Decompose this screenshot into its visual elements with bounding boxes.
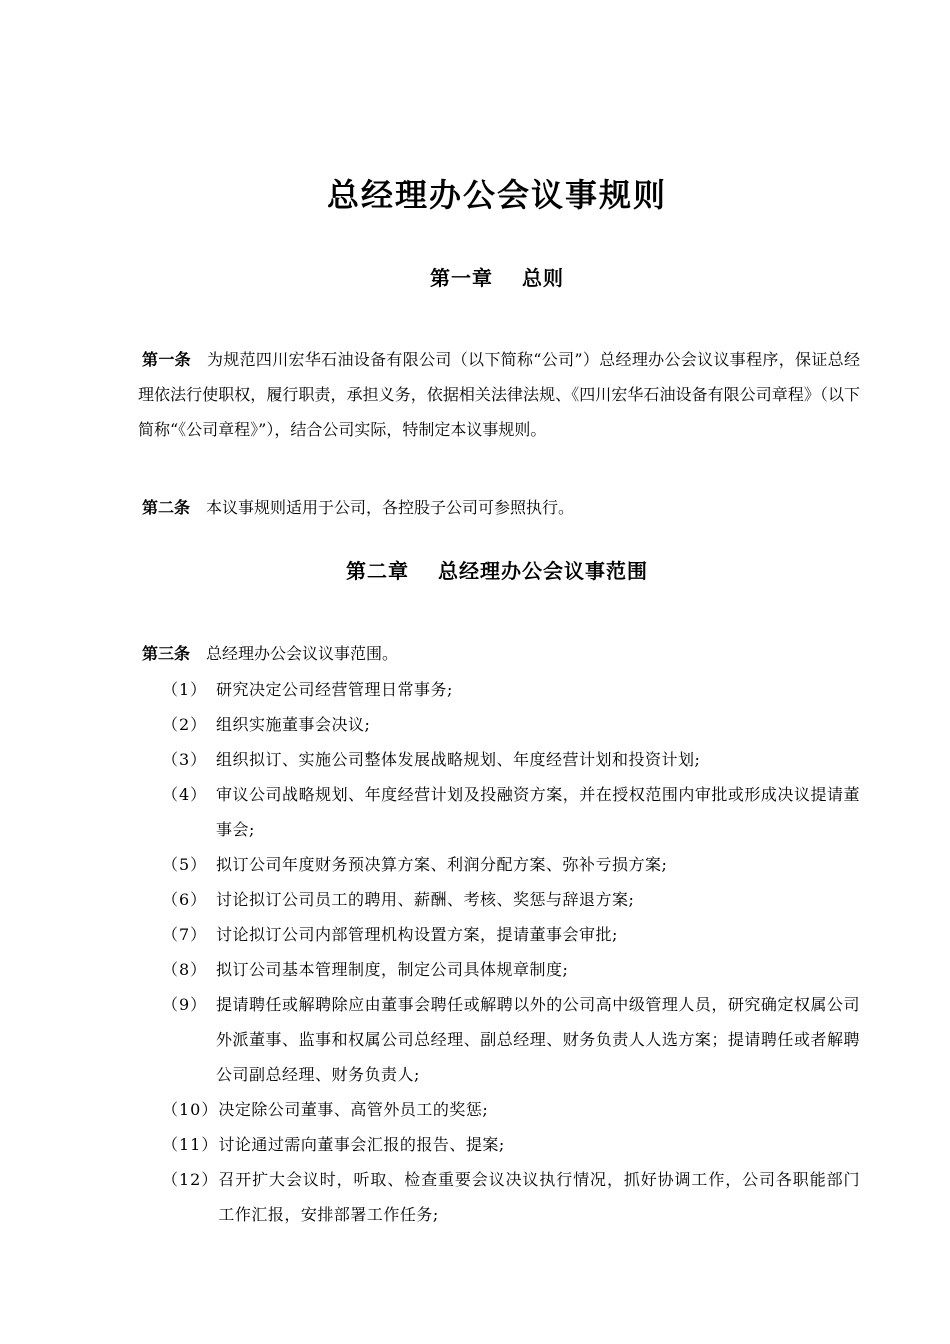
- article-2-number: 第二条: [142, 498, 191, 517]
- scope-item-6: [162, 882, 860, 917]
- scope-item-10: [162, 1092, 860, 1127]
- scope-item-number: （11）: [162, 1135, 219, 1154]
- article-1: [138, 342, 860, 447]
- scope-item-text: 组织拟订、实施公司整体发展战略规划、年度经营计划和投资计划;: [216, 750, 701, 769]
- article-3-text: 总经理办公会议议事范围。: [206, 644, 399, 663]
- scope-item-11: [162, 1127, 860, 1162]
- scope-item-text: 提请聘任或解聘除应由董事会聘任或解聘以外的公司高中级管理人员，研究确定权属公司外派董事、监事和权属公司总经理、副总经理、财务负责人人选方案；提请聘任或者解聘公司副总经理、财务负责人;: [216, 995, 860, 1084]
- scope-item-number: （3）: [162, 750, 208, 769]
- chapter-1-heading: 第一章 总则: [430, 266, 564, 290]
- scope-item-number: （4）: [162, 785, 208, 804]
- scope-item-number: （6）: [162, 890, 208, 909]
- scope-item-number: （7）: [162, 925, 208, 944]
- scope-item-text: 审议公司战略规划、年度经营计划及投融资方案，并在授权范围内审批或形成决议提请董事会;: [216, 785, 860, 839]
- scope-item-text: 讨论通过需向董事会汇报的报告、提案;: [218, 1135, 505, 1154]
- scope-item-text: 拟订公司年度财务预决算方案、利润分配方案、弥补亏损方案;: [216, 855, 668, 874]
- chapter-2-heading: 第二章 总经理办公会议事范围: [346, 559, 648, 583]
- scope-item-2: [162, 707, 860, 742]
- article-3: [142, 636, 864, 671]
- scope-item-4: [162, 777, 860, 847]
- article-2: [142, 490, 864, 525]
- scope-item-number: （1）: [162, 680, 208, 699]
- scope-item-text: 研究决定公司经营管理日常事务;: [216, 680, 453, 699]
- scope-item-8: [162, 952, 860, 987]
- scope-item-number: （8）: [162, 960, 208, 979]
- scope-item-3: [162, 742, 860, 777]
- scope-item-7: [162, 917, 860, 952]
- scope-item-number: （9）: [162, 995, 208, 1014]
- scope-item-text: 讨论拟订公司员工的聘用、薪酬、考核、奖惩与辞退方案;: [216, 890, 635, 909]
- scope-item-number: （10）: [162, 1100, 219, 1119]
- article-2-text: 本议事规则适用于公司，各控股子公司可参照执行。: [206, 498, 575, 517]
- scope-item-text: 组织实施董事会决议;: [216, 715, 371, 734]
- scope-item-number: （12）: [162, 1170, 219, 1189]
- scope-item-text: 召开扩大会议时，听取、检查重要会议决议执行情况，抓好协调工作，公司各职能部门工作汇报，安排部署工作任务;: [218, 1170, 860, 1224]
- scope-item-text: 拟订公司基本管理制度，制定公司具体规章制度;: [216, 960, 569, 979]
- scope-item-5: [162, 847, 860, 882]
- scope-item-text: 讨论拟订公司内部管理机构设置方案，提请董事会审批;: [216, 925, 618, 944]
- scope-item-text: 决定除公司董事、高管外员工的奖惩;: [218, 1100, 489, 1119]
- article-3-number: 第三条: [142, 644, 191, 663]
- scope-item-number: （2）: [162, 715, 208, 734]
- scope-list: [162, 672, 860, 1232]
- document-title: 总经理办公会议事规则: [326, 176, 667, 214]
- scope-item-1: [162, 672, 860, 707]
- scope-item-12: [162, 1162, 860, 1232]
- scope-item-number: （5）: [162, 855, 208, 874]
- scope-item-9: [162, 987, 860, 1092]
- article-1-text: 为规范四川宏华石油设备有限公司（以下简称“公司”）总经理办公会议议事程序，保证总经理依法行使职权，履行职责，承担义务，依据相关法律法规、《四川宏华石油设备有限公司章程》（以下简称“《公司章程》”），结合公司实际，特制定本议事规则。: [138, 350, 860, 439]
- article-1-number: 第一条: [142, 350, 191, 369]
